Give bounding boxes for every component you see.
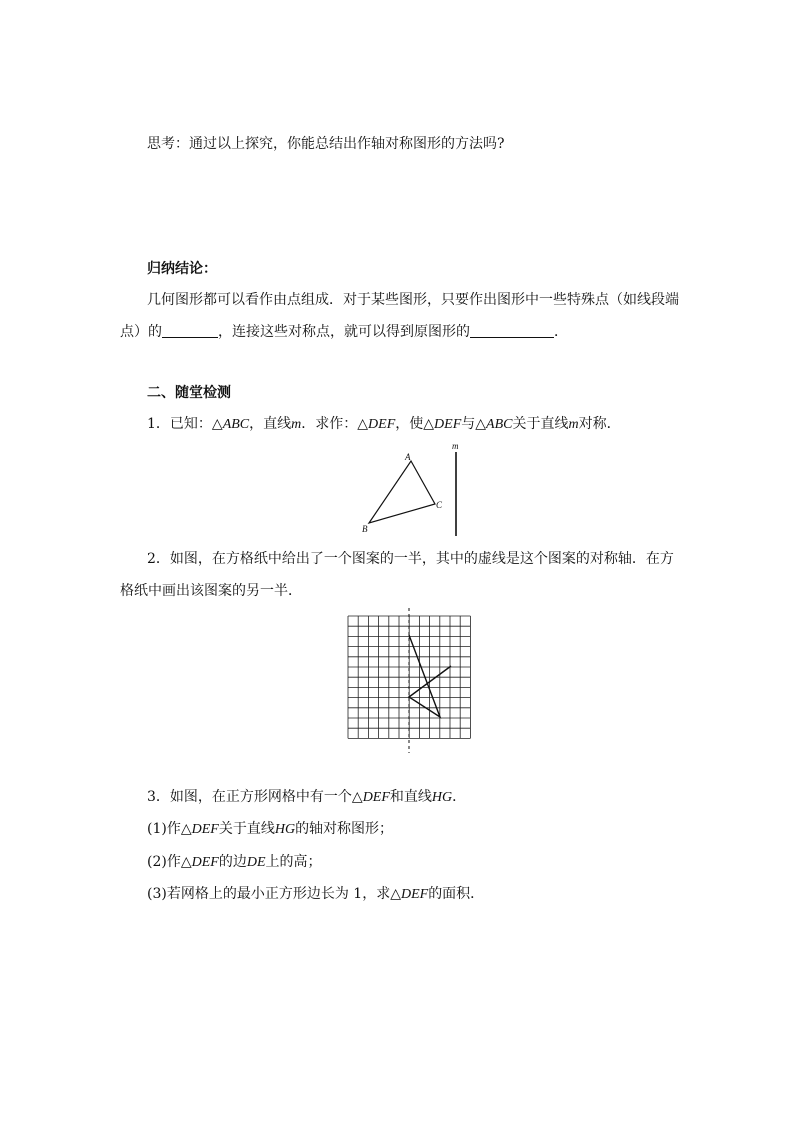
summary-paragraph-line2 [120,322,568,342]
q3-var: DEF [400,887,429,902]
q3-text: 的轴对称图形； [295,821,394,837]
q3-text: (3)若网格上的最小正方形边长为 1，求△ [147,886,401,902]
q3-var: HG [274,822,296,837]
question-3-part2 [147,852,322,873]
q1-text: 关于直线 [512,416,569,432]
q3-var: DEF [191,822,219,837]
fill-blank-1[interactable] [162,323,218,338]
question-2-line1: 2．如图，在方格纸中给出了一个图案的一半，其中的虚线是这个图案的对称轴．在方 [147,551,674,567]
question-1 [147,414,621,435]
q3-text: (2)作△ [147,854,192,870]
label-b: B [362,524,368,534]
summary-text-c: ． [554,324,568,340]
label-a: A [405,452,411,462]
summary-text-a: 点）的 [120,324,162,340]
q3-text: 的面积． [428,886,485,902]
q3-text: 上的高； [265,854,322,870]
q3-text: (1)作△ [147,821,192,837]
q1-text: 1．已知：△ [147,416,223,432]
triangle-abc-figure [355,440,465,540]
q1-var: DEF [368,417,396,432]
q3-var: DEF [362,790,390,805]
grid-figure [340,605,480,755]
q1-text: ．求作：△ [301,416,369,432]
q3-var: DE [246,855,266,870]
question-2-line2: 格纸中画出该图案的另一半． [120,583,302,599]
question-3-part3 [147,884,484,905]
q1-var: m [291,417,302,432]
section2-heading: 二、随堂检测 [147,385,231,401]
q1-var: ABC [222,417,250,432]
q1-text: ，使△ [395,416,435,432]
q1-var: DEF [434,417,462,432]
question-3 [147,787,466,808]
q3-text: 的边 [218,854,247,870]
summary-text-b: ，连接这些对称点，就可以得到原图形的 [218,324,470,340]
label-m: m [452,441,459,451]
think-question: 思考：通过以上探究，你能总结出作轴对称图形的方法吗? [147,136,505,152]
q3-text: ． [452,789,467,805]
q1-text: ，直线 [249,416,292,432]
triangle-abc [369,461,435,523]
summary-heading: 归纳结论： [147,261,217,277]
q1-var: ABC [486,417,513,432]
label-c: C [436,500,443,510]
q3-var: DEF [191,855,219,870]
q1-var: m [568,417,579,432]
q1-text: 对称． [578,416,621,432]
q1-text: 与△ [461,416,487,432]
question-3-part1 [147,819,393,840]
q3-var: HG [431,790,453,805]
summary-paragraph-line1: 几何图形都可以看作由点组成．对于某些图形，只要作出图形中一些特殊点（如线段端 [147,292,679,308]
fill-blank-2[interactable] [470,323,554,338]
q3-text: 关于直线 [218,821,275,837]
q3-text: 3．如图，在正方形网格中有一个△ [147,789,363,805]
q3-text: 和直线 [389,789,432,805]
